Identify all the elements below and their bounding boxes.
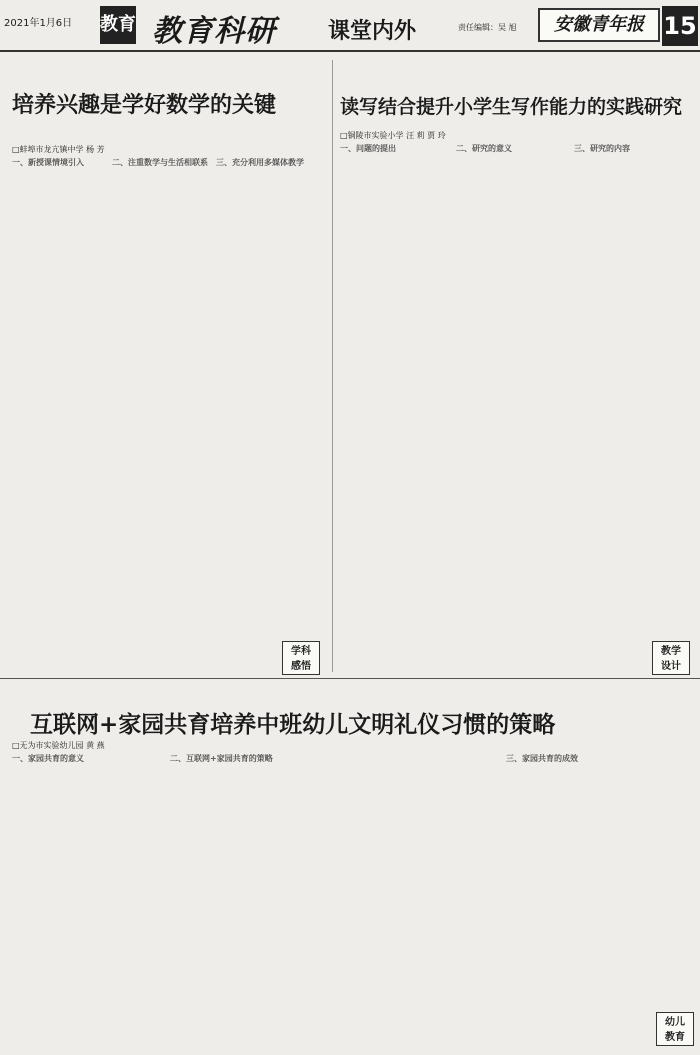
paper-name-logo: 安徽青年报: [538, 8, 660, 42]
section-tag: 幼儿 教育: [656, 1012, 694, 1046]
article-byline: □无为市实验幼儿园 黄 燕: [12, 741, 105, 750]
article-byline: □蚌埠市龙亢镇中学 杨 芳: [12, 145, 105, 154]
article-column: [456, 144, 568, 668]
article-column: [12, 754, 160, 1050]
article-subhead: 一、新授课情境引入: [12, 158, 84, 167]
article-subhead: 三、充分利用多媒体教学: [216, 158, 304, 167]
article-subhead: 一、问题的提出: [340, 144, 396, 153]
article-separator: [0, 678, 700, 679]
column-divider: [332, 60, 333, 672]
brand-title: 教育科研: [152, 14, 276, 49]
section-tag: 学科 感悟: [282, 641, 320, 675]
editor-credit: 责任编辑：吴 旭: [458, 23, 517, 32]
article-column: [216, 158, 324, 668]
issue-date: 2021年1月6日: [4, 18, 73, 29]
article-column: [112, 158, 208, 668]
article-subhead: 二、互联网+家园共育的策略: [170, 754, 273, 763]
article-column: [170, 754, 320, 1050]
article-title: 互联网+家园共育培养中班幼儿文明礼仪习惯的策略: [30, 711, 556, 738]
article-subhead: 一、家园共育的意义: [12, 754, 84, 763]
header-rule: [0, 50, 700, 52]
article-byline: □铜陵市实验小学 汪 莉 贾 玲: [340, 131, 446, 140]
section-title: 课堂内外: [328, 19, 417, 44]
article-subhead: 二、研究的意义: [456, 144, 512, 153]
section-badge: 教育: [100, 6, 136, 44]
article-column: [506, 754, 654, 1050]
article-title: 培养兴趣是学好数学的关键: [12, 92, 277, 118]
article-column: [574, 144, 690, 668]
article-column: [12, 158, 104, 668]
article-subhead: 二、注重数学与生活相联系: [112, 158, 208, 167]
article-column: [340, 144, 450, 668]
article-subhead: 三、研究的内容: [574, 144, 630, 153]
article-kindergarten-etiquette: [0, 680, 700, 1055]
article-column: [330, 754, 498, 1050]
article-interest-math: [0, 56, 330, 676]
article-title: 读写结合提升小学生写作能力的实践研究: [340, 96, 683, 118]
article-reading-writing: [334, 56, 700, 676]
article-subhead: 三、家园共育的成效: [506, 754, 578, 763]
page-number: 15: [662, 6, 698, 46]
section-tag: 教学 设计: [652, 641, 690, 675]
newspaper-header: [0, 0, 700, 52]
